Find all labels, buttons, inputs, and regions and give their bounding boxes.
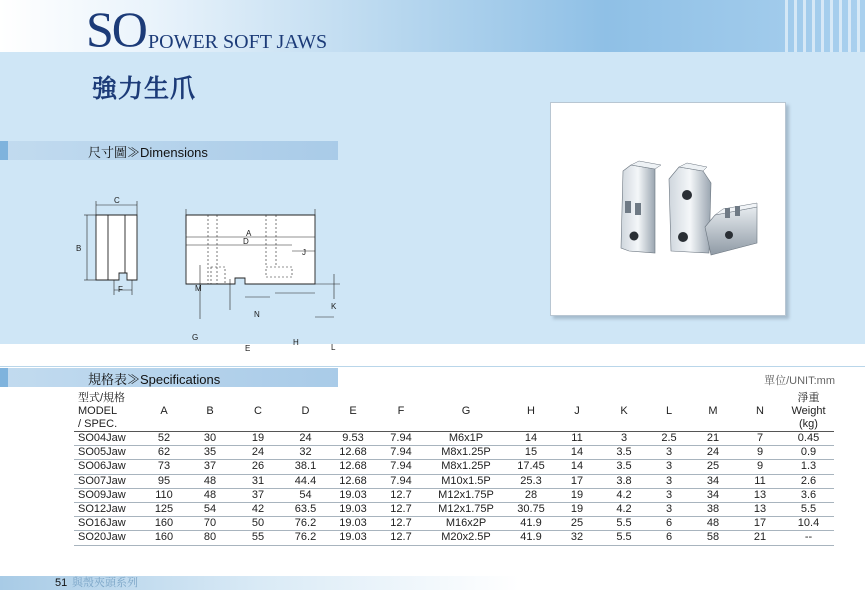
table-cell: 3	[665, 503, 673, 516]
label-a: A	[246, 229, 252, 238]
jaw-2	[669, 163, 711, 253]
table-cell: 24	[299, 432, 312, 445]
model-cell: SO09Jaw	[78, 488, 126, 501]
table-cell: 58	[706, 531, 720, 544]
label-h: H	[293, 338, 299, 347]
table-cell: 5.5	[616, 517, 632, 530]
table-cell: 7.94	[390, 460, 412, 473]
series-name: 與殼夾頭系列	[72, 577, 138, 589]
table-cell: 41.9	[520, 517, 542, 530]
dimensions-section-label: 尺寸圖≫Dimensions	[88, 145, 208, 160]
title-prefix: SO	[86, 1, 146, 57]
table-cell: 37	[251, 488, 265, 501]
table-cell: M16x2P	[445, 517, 487, 530]
label-g: G	[192, 333, 199, 342]
front-view	[186, 209, 340, 319]
table-cell: 54	[203, 503, 217, 516]
table-cell: 160	[154, 531, 174, 544]
table-cell: 6	[665, 531, 673, 544]
model-cell: SO16Jaw	[78, 517, 126, 530]
table-cell: 41.9	[520, 531, 542, 544]
table-cell: 4.2	[616, 488, 632, 501]
table-cell: 3	[665, 488, 673, 501]
unit-label: 單位/UNIT:mm	[764, 375, 835, 387]
model-cell: SO06Jaw	[78, 460, 126, 473]
table-cell: 19.03	[339, 488, 367, 501]
header-col: H	[527, 405, 535, 417]
table-cell: 12.7	[390, 503, 412, 516]
header-weight-cn: 淨重	[797, 392, 820, 404]
model-cell: SO20Jaw	[78, 531, 126, 544]
label-c: C	[114, 196, 120, 205]
label-k: K	[331, 302, 337, 311]
table-cell: 3	[665, 446, 673, 459]
table-cell: M20x2.5P	[441, 531, 491, 544]
table-cell: 5.5	[800, 503, 817, 516]
table-row	[74, 474, 834, 488]
header-col: M	[708, 405, 718, 417]
table-cell: 14	[570, 446, 584, 459]
table-row	[74, 531, 834, 545]
spec-divider	[0, 366, 865, 367]
table-cell: 125	[154, 503, 174, 516]
table-cell: --	[804, 531, 813, 544]
table-cell: 31	[251, 474, 265, 487]
header-col: D	[301, 405, 310, 417]
model-cell: SO04Jaw	[78, 432, 126, 445]
section-marker	[0, 368, 8, 387]
table-cell: 3	[665, 474, 673, 487]
header-model	[74, 392, 142, 432]
table-cell: 0.9	[800, 446, 817, 459]
table-cell: 12.68	[339, 446, 367, 459]
header-weight	[783, 392, 834, 432]
header-col: E	[349, 405, 357, 417]
specifications-table	[74, 392, 834, 546]
table-cell: 48	[706, 517, 720, 530]
table-cell: 2.6	[800, 474, 817, 487]
table-cell: 7.94	[390, 446, 412, 459]
header-col: F	[397, 405, 405, 417]
header-col: C	[254, 405, 262, 417]
table-cell: 21	[706, 432, 720, 445]
page-number: 51	[55, 577, 68, 589]
table-row	[74, 502, 834, 516]
label-n: N	[254, 310, 260, 319]
dimension-drawing	[70, 179, 410, 353]
table-cell: 55	[251, 531, 265, 544]
table-cell: 76.2	[294, 517, 317, 530]
header-col: B	[206, 405, 214, 417]
table-cell: 54	[299, 488, 312, 501]
table-cell: 26	[251, 460, 265, 473]
table-cell: 3	[620, 432, 628, 445]
table-cell: 95	[157, 474, 171, 487]
table-cell: 3.5	[616, 460, 632, 473]
table-cell: 9	[756, 446, 764, 459]
table-cell: 76.2	[294, 531, 317, 544]
table-cell: 12.68	[339, 460, 367, 473]
table-cell: 19.03	[339, 531, 367, 544]
table-cell: 3.6	[800, 488, 817, 501]
table-cell: 32	[570, 531, 584, 544]
page-title: POWER SOFT JAWS	[148, 31, 328, 53]
table-cell: 13	[753, 503, 767, 516]
table-cell: 34	[706, 474, 720, 487]
label-j: J	[302, 248, 306, 257]
label-f: F	[118, 285, 123, 294]
table-row	[74, 517, 834, 531]
table-cell: 19.03	[339, 503, 367, 516]
table-cell: 28	[524, 488, 538, 501]
table-cell: 11	[571, 432, 583, 445]
table-cell: 63.5	[294, 503, 317, 516]
table-cell: 1.3	[800, 460, 817, 473]
jaw-1	[621, 161, 661, 253]
table-cell: 48	[203, 474, 217, 487]
side-view	[84, 201, 137, 295]
table-cell: 80	[203, 531, 217, 544]
table-row	[74, 446, 834, 460]
dimensions-section-bar	[0, 141, 338, 160]
product-photo-frame	[550, 102, 786, 316]
table-cell: 25.3	[520, 474, 542, 487]
table-cell: 14	[570, 460, 584, 473]
table-cell: 7	[756, 432, 764, 445]
table-cell: 17.45	[517, 460, 545, 473]
label-e: E	[245, 344, 251, 353]
table-row	[74, 460, 834, 474]
header-model-en: MODEL	[78, 405, 118, 417]
product-photo	[551, 103, 787, 317]
header-model-cn: 型式/規格	[78, 392, 126, 404]
header-model-spec: / SPEC.	[78, 418, 118, 430]
table-row	[74, 432, 834, 446]
header-col: N	[756, 405, 764, 417]
table-cell: 3.5	[616, 446, 632, 459]
table-cell: 6	[665, 517, 673, 530]
table-cell: 9.53	[342, 432, 364, 445]
section-marker	[0, 141, 8, 160]
table-cell: M12x1.75P	[438, 488, 494, 501]
table-cell: M6x1P	[448, 432, 484, 445]
table-cell: 19	[570, 503, 584, 516]
table-cell: 5.5	[616, 531, 632, 544]
header-col: L	[665, 405, 673, 417]
table-cell: 14	[524, 432, 538, 445]
table-cell: 52	[157, 432, 171, 445]
table-cell: 38.1	[294, 460, 317, 473]
table-cell: 9	[756, 460, 764, 473]
table-cell: 50	[251, 517, 265, 530]
header-weight-en: Weight	[791, 405, 826, 417]
table-cell: M12x1.75P	[438, 503, 494, 516]
label-m: M	[195, 284, 202, 293]
table-cell: 4.2	[616, 503, 632, 516]
specifications-section-bar	[0, 368, 338, 387]
table-cell: 3.8	[616, 474, 632, 487]
table-cell: 44.4	[294, 474, 317, 487]
table-cell: 12.7	[390, 531, 412, 544]
label-l: L	[331, 343, 336, 352]
label-d: D	[243, 237, 249, 246]
table-cell: 3	[665, 460, 673, 473]
table-cell: M8x1.25P	[441, 446, 491, 459]
table-cell: 24	[706, 446, 720, 459]
table-cell: 35	[203, 446, 217, 459]
model-cell: SO07Jaw	[78, 474, 126, 487]
header-weight-unit: (kg)	[799, 418, 818, 430]
table-cell: 15	[524, 446, 538, 459]
table-cell: M8x1.25P	[441, 460, 491, 473]
table-cell: 73	[157, 460, 171, 473]
table-cell: 12.7	[390, 517, 412, 530]
table-cell: 17	[570, 474, 584, 487]
table-cell: 24	[251, 446, 265, 459]
header-col: J	[574, 405, 580, 417]
page-subtitle-cn: 強力生爪	[92, 75, 197, 103]
table-cell: 62	[157, 446, 171, 459]
table-cell: 19	[570, 488, 584, 501]
table-cell: 110	[155, 488, 173, 501]
table-cell: 7.94	[390, 474, 412, 487]
header-col: G	[461, 405, 471, 417]
table-cell: 19.03	[339, 517, 367, 530]
label-b: B	[76, 244, 82, 253]
table-cell: 19	[251, 432, 265, 445]
table-cell: 25	[706, 460, 720, 473]
table-row	[74, 488, 834, 502]
table-header-row	[74, 392, 834, 432]
model-cell: SO12Jaw	[78, 503, 126, 516]
model-cell: SO05Jaw	[78, 446, 126, 459]
table-cell: 10.4	[797, 517, 820, 530]
header-stripes	[785, 0, 865, 52]
table-cell: 160	[154, 517, 174, 530]
table-cell: 12.7	[390, 488, 412, 501]
table-cell: 34	[706, 488, 720, 501]
header-col: K	[620, 405, 628, 417]
jaw-3	[705, 203, 757, 255]
header-col: A	[160, 405, 168, 417]
table-cell: 17	[753, 517, 767, 530]
table-cell: 13	[753, 488, 767, 501]
table-cell: 7.94	[390, 432, 412, 445]
table-cell: 12.68	[339, 474, 367, 487]
table-cell: 37	[203, 460, 217, 473]
table-cell: 30	[203, 432, 217, 445]
table-cell: 2.5	[661, 432, 677, 445]
table-cell: 11	[754, 474, 766, 487]
table-cell: 32	[299, 446, 312, 459]
specifications-section-label: 規格表≫Specifications	[88, 372, 221, 387]
table-cell: 25	[570, 517, 584, 530]
table-cell: 30.75	[517, 503, 545, 516]
table-cell: 0.45	[797, 432, 820, 445]
table-cell: 70	[203, 517, 217, 530]
table-cell: 48	[203, 488, 217, 501]
table-cell: 21	[753, 531, 767, 544]
table-cell: 42	[251, 503, 265, 516]
table-body	[74, 432, 834, 546]
table-cell: M10x1.5P	[441, 474, 491, 487]
table-cell: 38	[706, 503, 720, 516]
